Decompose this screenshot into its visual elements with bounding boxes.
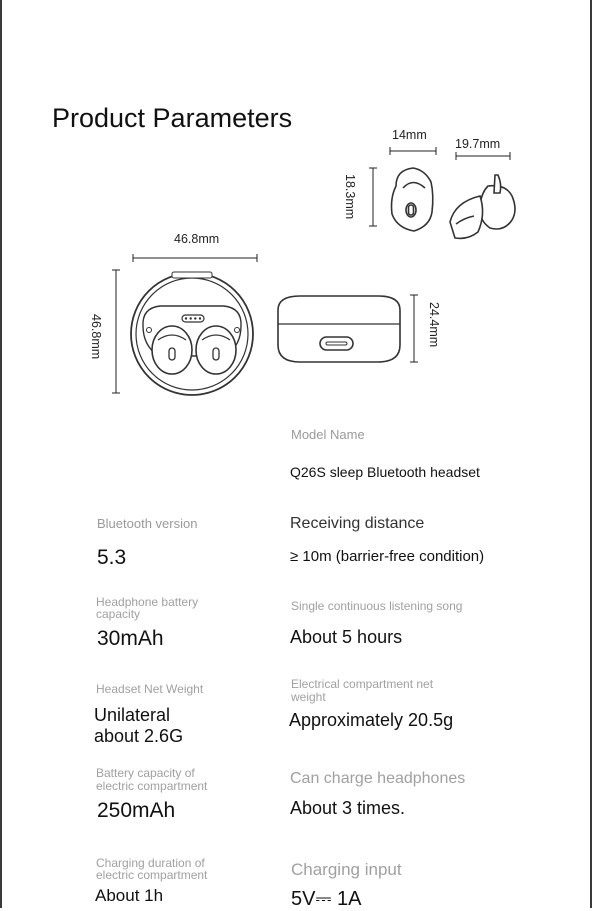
model-name-label: Model Name bbox=[291, 427, 365, 442]
case-top-view bbox=[131, 272, 253, 395]
earbud-height-label: 18.3mm bbox=[343, 174, 357, 220]
headset-weight-label: Headset Net Weight bbox=[96, 682, 204, 696]
earbud-front-view bbox=[392, 168, 433, 231]
listening-time-value: About 5 hours bbox=[290, 627, 403, 647]
charging-duration-label-line2: electric compartment bbox=[96, 868, 208, 882]
charging-duration-value: About 1h bbox=[95, 886, 164, 905]
earbud-depth-label: 19.7mm bbox=[455, 137, 501, 151]
headphone-battery-value: 30mAh bbox=[97, 627, 164, 650]
earbud-width-label: 14mm bbox=[392, 128, 427, 142]
charge-times-label: Can charge headphones bbox=[290, 770, 466, 787]
earbud-side-view bbox=[450, 175, 515, 238]
charging-duration-label-line1: Charging duration of bbox=[96, 856, 205, 870]
charge-times-value: About 3 times. bbox=[290, 798, 406, 818]
case-side-view bbox=[278, 296, 400, 362]
listening-time-label: Single continuous listening song bbox=[291, 599, 463, 613]
compartment-weight-label-line1: Electrical compartment net bbox=[291, 677, 434, 691]
model-name-value: Q26S sleep Bluetooth headset bbox=[290, 464, 480, 480]
headset-weight-value-line2: about 2.6G bbox=[94, 726, 184, 746]
bluetooth-version-label: Bluetooth version bbox=[97, 516, 198, 531]
compartment-weight-value: Approximately 20.5g bbox=[289, 710, 454, 730]
charging-input-value: 5V⎓ 1A bbox=[291, 888, 362, 910]
page-title: Product Parameters bbox=[52, 103, 293, 133]
headphone-battery-label-line1: Headphone battery bbox=[96, 595, 199, 609]
case-height-label: 46.8mm bbox=[89, 314, 103, 360]
headset-weight-value-line1: Unilateral bbox=[94, 705, 171, 725]
receiving-distance-value: ≥ 10m (barrier-free condition) bbox=[290, 548, 485, 565]
compartment-weight-label-line2: weight bbox=[291, 690, 326, 704]
bluetooth-version-value: 5.3 bbox=[97, 546, 127, 569]
compartment-battery-label-line1: Battery capacity of bbox=[96, 766, 195, 780]
case-width-label: 46.8mm bbox=[174, 232, 220, 246]
compartment-battery-value: 250mAh bbox=[97, 799, 176, 822]
case-thickness-label: 24.4mm bbox=[427, 302, 441, 348]
compartment-battery-label-line2: electric compartment bbox=[96, 779, 208, 793]
receiving-distance-label: Receiving distance bbox=[290, 515, 425, 532]
charging-input-label: Charging input bbox=[291, 860, 402, 879]
headphone-battery-label-line2: capacity bbox=[96, 607, 141, 621]
